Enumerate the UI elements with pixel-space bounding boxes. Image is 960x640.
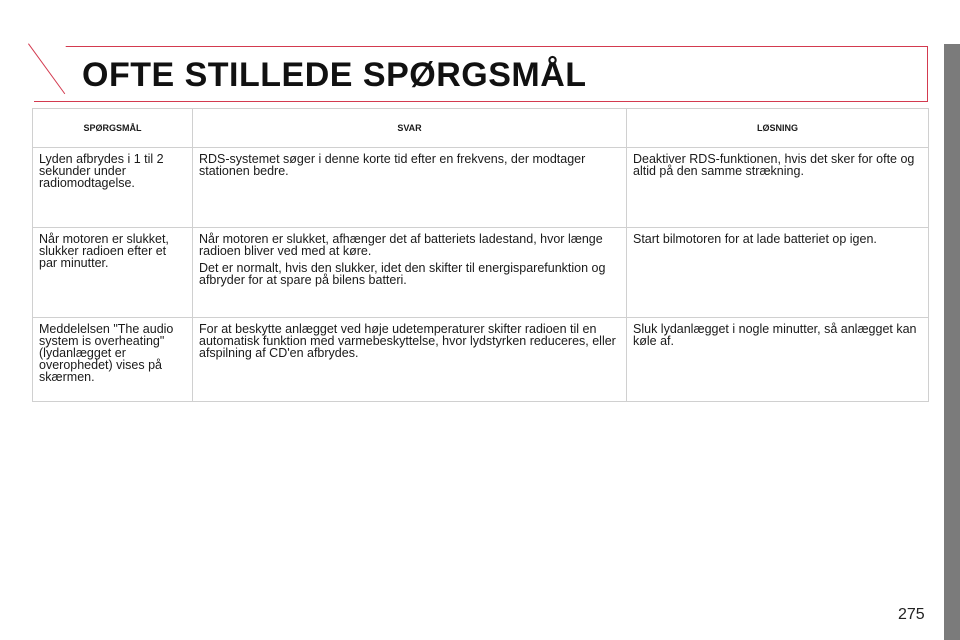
answer-paragraph: Det er normalt, hvis den slukker, idet den skifter til energisparefunktion og afbryder for at spare på bilens batteri. <box>199 261 606 287</box>
table-header-row <box>33 109 929 148</box>
answer-cell <box>193 318 627 402</box>
chapter-side-bar <box>944 44 960 640</box>
answer-paragraph: Når motoren er slukket, afhænger det af batteriets ladestand, hvor længe radioen bliver ved med at køre. <box>199 232 603 258</box>
answer-cell <box>193 228 627 318</box>
table-row <box>33 228 929 318</box>
page-title: OFTE STILLEDE SPØRGSMÅL <box>82 56 587 94</box>
table-row <box>33 318 929 402</box>
solution-cell: Deaktiver RDS-funktionen, hvis det sker for ofte og altid på den samme strækning. <box>627 148 929 228</box>
solution-cell: Start bilmotoren for at lade batteriet op igen. <box>627 228 929 318</box>
faq-table <box>32 108 929 402</box>
column-header-solution: LØSNING <box>627 109 929 148</box>
page-number: 275 <box>898 606 925 623</box>
answer-paragraph: For at beskytte anlægget ved høje udetemperaturer skifter radioen til en automatisk funktion med varmebeskyttelse, hvor lydstyrken reduceres, eller afspilning af CD'en afbrydes. <box>199 322 616 360</box>
answer-paragraph: RDS-systemet søger i denne korte tid efter en frekvens, der modtager stationen bedre. <box>199 152 586 178</box>
question-cell: Lyden afbrydes i 1 til 2 sekunder under radiomodtagelse. <box>33 148 193 228</box>
answer-cell <box>193 148 627 228</box>
column-header-answer: SVAR <box>193 109 627 148</box>
question-cell: Meddelelsen "The audio system is overheating" (lydanlægget er overophedet) vises på skærmen. <box>33 318 193 402</box>
column-header-question: SPØRGSMÅL <box>33 109 193 148</box>
solution-cell: Sluk lydanlægget i nogle minutter, så anlægget kan køle af. <box>627 318 929 402</box>
table-row <box>33 148 929 228</box>
question-cell: Når motoren er slukket, slukker radioen efter et par minutter. <box>33 228 193 318</box>
